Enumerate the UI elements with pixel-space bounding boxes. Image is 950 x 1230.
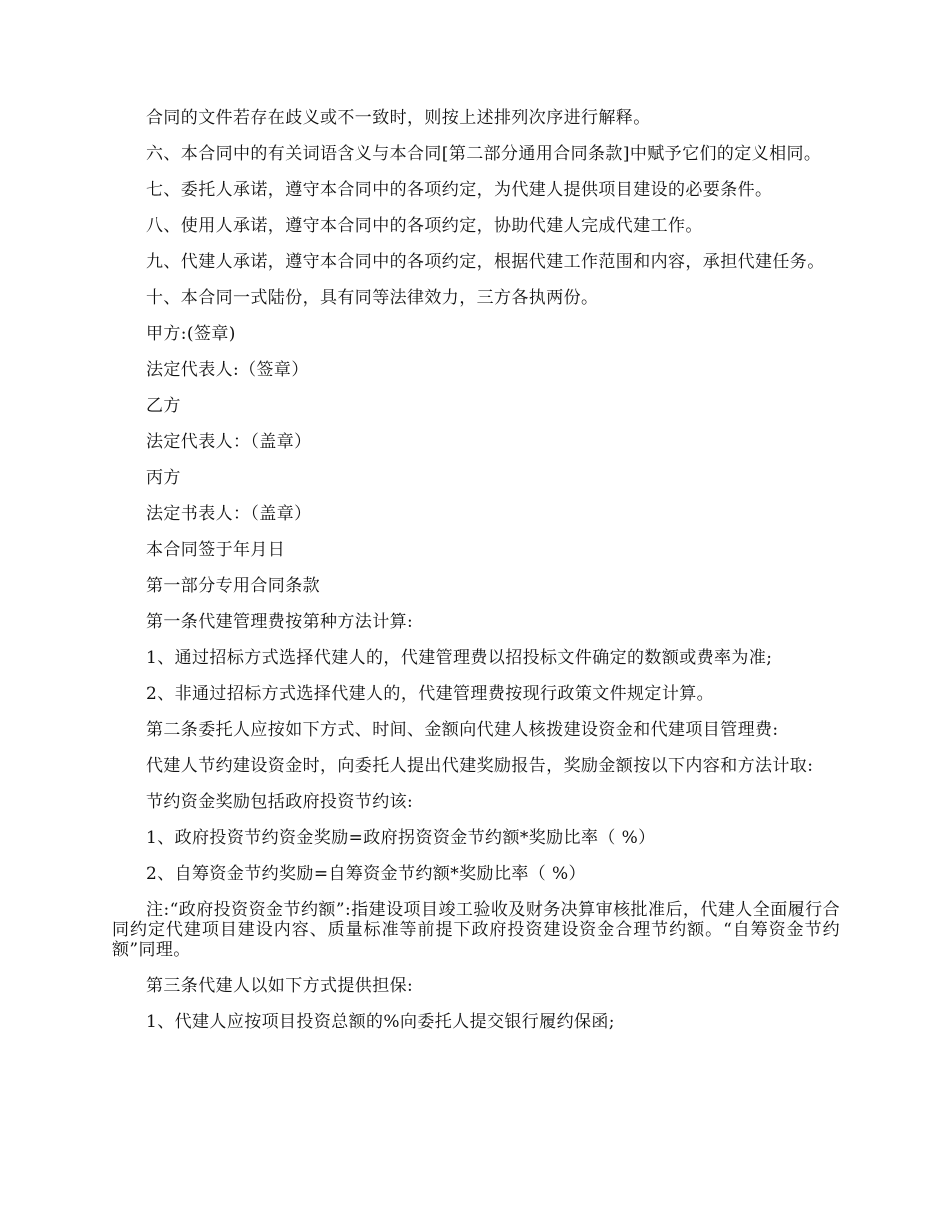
paragraph-clause-9: 九、代建人承诺，遵守本合同中的各项约定，根据代建工作范围和内容，承担代建任务。 <box>146 252 825 272</box>
article-1-heading: 第一条代建管理费按第种方法计算: <box>146 612 414 632</box>
article-2-item-2: 2、自筹资金节约奖励=自筹资金节约额*奖励比率（ %） <box>146 864 586 884</box>
article-1-item-2: 2、非通过招标方式选择代建人的，代建管理费按现行政策文件规定计算。 <box>146 684 715 704</box>
article-2-heading: 第二条委托人应按如下方式、时间、金额向代建人核拨建设资金和代建项目管理费: <box>146 720 779 740</box>
paragraph-clause-7: 七、委托人承诺，遵守本合同中的各项约定，为代建人提供项目建设的必要条件。 <box>146 180 773 200</box>
article-2-item-1: 1、政府投资节约资金奖励=政府拐资资金节约额*奖励比率（ %） <box>146 828 656 848</box>
signature-party-a: 甲方:(签章) <box>146 324 236 344</box>
paragraph-clause-6: 六、本合同中的有关词语含义与本合同[第二部分通用合同条款]中赋予它们的定义相同。 <box>146 144 822 164</box>
article-3-item-1: 1、代建人应按项目投资总额的%向委托人提交银行履约保函; <box>146 1012 615 1032</box>
paragraph-clause-8: 八、使用人承诺，遵守本合同中的各项约定，协助代建人完成代建工作。 <box>146 216 703 236</box>
article-2-reward-report: 代建人节约建设资金时，向委托人提出代建奖励报告，奖励金额按以下内容和方法计取: <box>146 756 814 776</box>
signature-legal-rep-b: 法定代表人：（盖章） <box>146 432 312 452</box>
signature-legal-rep-c: 法定书表人：（盖章） <box>146 504 312 524</box>
signature-legal-rep-a: 法定代表人:（签章） <box>146 360 309 380</box>
paragraph-interpretation-order: 合同的文件若存在歧义或不一致时，则按上述排列次序进行解释。 <box>146 108 651 128</box>
document-page <box>112 108 840 1048</box>
signature-party-c: 丙方 <box>146 468 181 488</box>
article-2-note: 注:“政府投资资金节约额”:指建设项目竣工验收及财务决算审核批准后，代建人全面履行合同约定代建项目建设内容、质量标准等前提下政府投资建设资金合理节约额。“自筹资金节约额”同理。 <box>112 900 840 960</box>
signing-date: 本合同签于年月日 <box>146 540 286 560</box>
section-heading-part-1: 第一部分专用合同条款 <box>146 576 320 596</box>
signature-party-b: 乙方 <box>146 396 181 416</box>
article-3-heading: 第三条代建人以如下方式提供担保: <box>146 976 414 996</box>
article-2-reward-scope: 节约资金奖励包括政府投资节约该: <box>146 792 414 812</box>
paragraph-clause-10: 十、本合同一式陆份，具有同等法律效力，三方各执两份。 <box>146 288 599 308</box>
article-1-item-1: 1、通过招标方式选择代建人的，代建管理费以招投标文件确定的数额或费率为准; <box>146 648 773 668</box>
